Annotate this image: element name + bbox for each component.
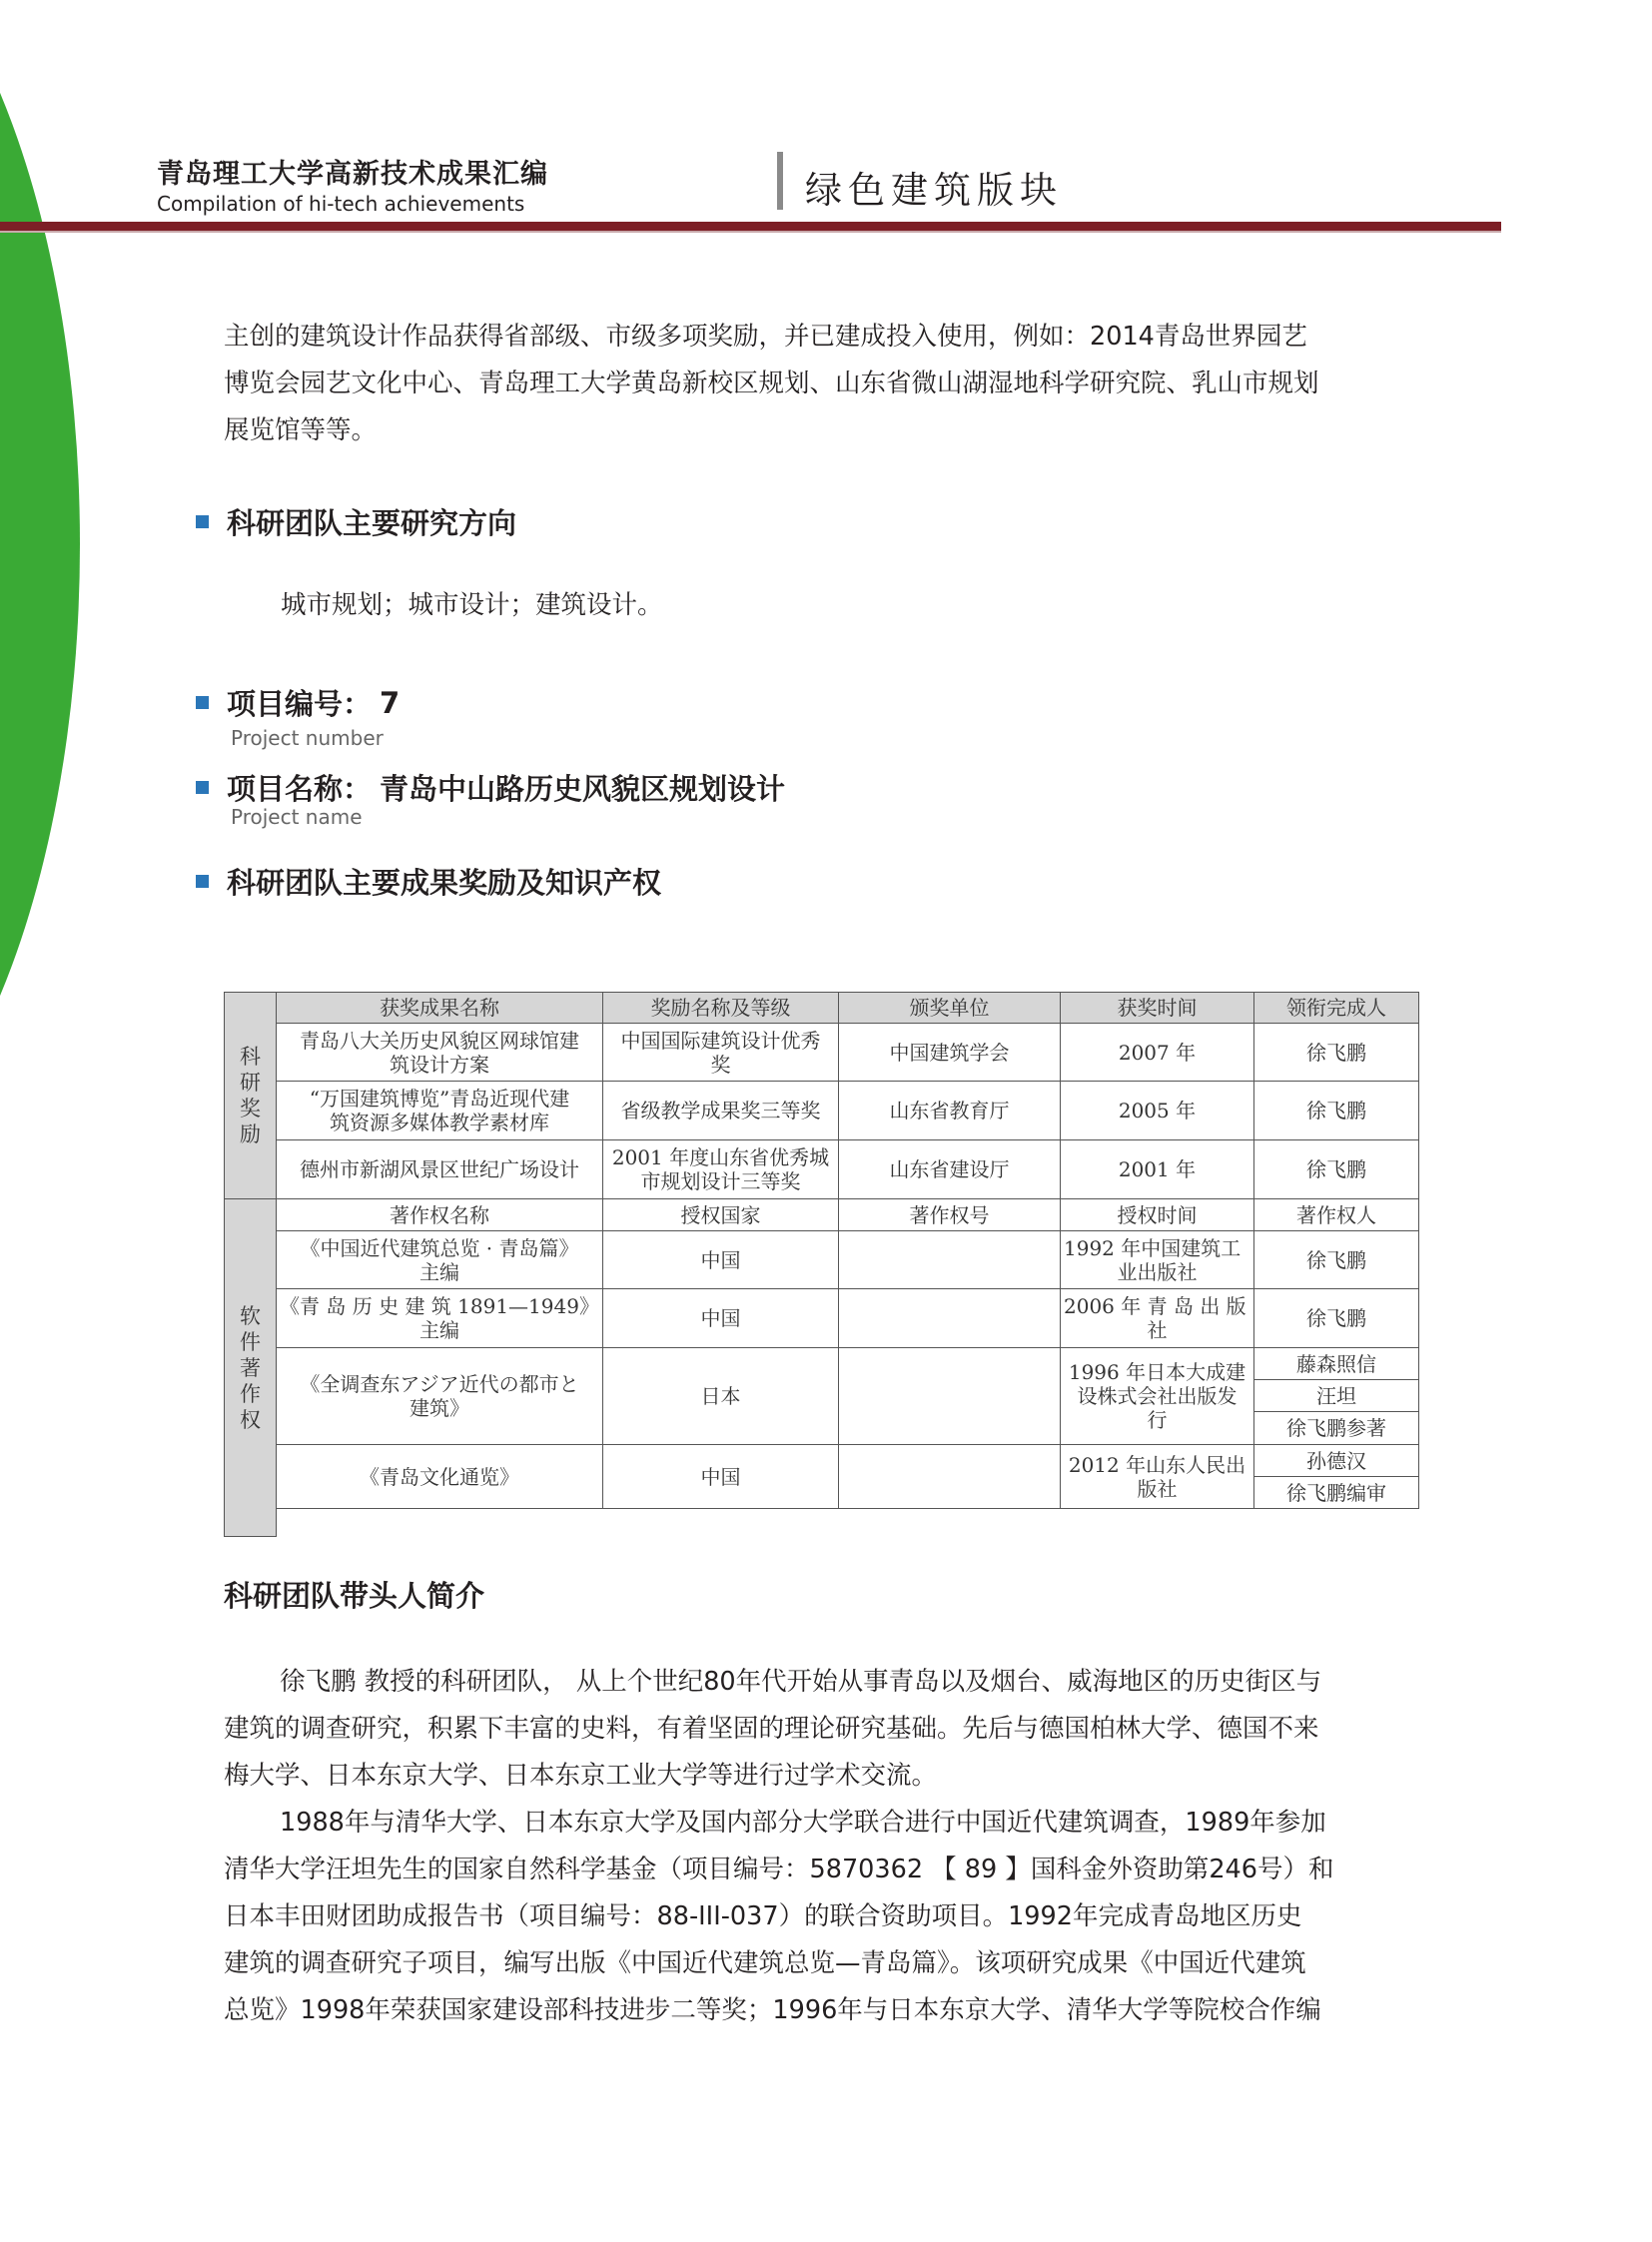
project-number-heading xyxy=(196,682,400,723)
award-org-cell: 山东省建设厅 xyxy=(839,1140,1061,1199)
column-header: 领衔完成人 xyxy=(1254,993,1419,1024)
column-header: 获奖时间 xyxy=(1061,993,1254,1024)
text-line: 展览馆等等。 xyxy=(224,415,378,445)
award-name-cell: 青岛八大关历史风貌区网球馆建 筑设计方案 xyxy=(277,1024,603,1082)
text-line: 总览》1998年荣获国家建设部科技进步二等奖；1996年与日本东京大学、清华大学等院校合作编 xyxy=(224,1995,1321,2025)
copyright-country-cell: 中国 xyxy=(603,1289,839,1348)
side-label-copyright: 软 件 著 作 权 xyxy=(225,1199,277,1537)
leader-heading: 科研团队带头人简介 xyxy=(224,1579,485,1613)
project-name-label: 项目名称： xyxy=(227,772,373,806)
award-org-cell: 中国建筑学会 xyxy=(839,1024,1061,1082)
copyright-time-cell: 1996 年日本大成建 设株式会社出版发 行 xyxy=(1061,1348,1254,1445)
award-time-cell: 2001 年 xyxy=(1061,1140,1254,1199)
copyright-number-cell xyxy=(839,1348,1061,1445)
leader-paragraph xyxy=(224,1659,1418,2034)
header-subtitle: Compilation of hi-tech achievements xyxy=(157,192,525,216)
text-line: 建筑的调查研究，积累下丰富的史料，有着坚固的理论研究基础。先后与德国柏林大学、德国不来 xyxy=(224,1714,1319,1744)
project-name-value: 青岛中山路历史风貌区规划设计 xyxy=(380,772,786,806)
copyright-number-cell xyxy=(839,1289,1061,1348)
project-name-en: Project name xyxy=(231,805,363,829)
table-row xyxy=(225,1289,1419,1348)
bullet-square-icon xyxy=(196,696,209,709)
copyright-name-cell: 《青 岛 历 史 建 筑 1891—1949》 主编 xyxy=(277,1289,603,1348)
award-time-cell: 2007 年 xyxy=(1061,1024,1254,1082)
project-number-value: 7 xyxy=(380,685,401,720)
header-rule xyxy=(0,222,1501,231)
table-row xyxy=(225,1231,1419,1289)
award-title-cell: 省级教学成果奖三等奖 xyxy=(603,1082,839,1140)
bullet-square-icon xyxy=(196,515,209,528)
award-org-cell: 山东省教育厅 xyxy=(839,1082,1061,1140)
green-decoration xyxy=(0,0,80,1208)
bullet-square-icon xyxy=(196,875,209,888)
awards-table xyxy=(224,992,1419,1537)
heading-text: 科研团队主要成果奖励及知识产权 xyxy=(227,866,662,900)
table-row xyxy=(225,1140,1419,1199)
header-divider xyxy=(777,152,783,210)
award-title-cell: 2001 年度山东省优秀城 市规划设计三等奖 xyxy=(603,1140,839,1199)
copyright-holder-cell: 徐飞鹏编审 xyxy=(1254,1477,1419,1509)
copyright-holder-cell: 徐飞鹏 xyxy=(1254,1289,1419,1348)
copyright-time-cell: 2012 年山东人民出 版社 xyxy=(1061,1445,1254,1509)
copyright-country-cell: 日本 xyxy=(603,1348,839,1445)
research-direction-text: 城市规划；城市设计；建筑设计。 xyxy=(281,590,663,620)
copyright-holder-cell: 孙德汉 xyxy=(1254,1445,1419,1477)
table-header-row xyxy=(225,993,1419,1024)
side-label-awards: 科 研 奖 励 xyxy=(225,993,277,1199)
award-name-cell: “万国建筑博览”青岛近现代建 筑资源多媒体教学素材库 xyxy=(277,1082,603,1140)
text-line: 1988年与清华大学、日本东京大学及国内部分大学联合进行中国近代建筑调查，1989年参加 xyxy=(280,1808,1326,1838)
section-title: 绿色建筑版块 xyxy=(805,169,1063,212)
award-lead-cell: 徐飞鹏 xyxy=(1254,1082,1419,1140)
intro-paragraph xyxy=(224,314,1418,454)
copyright-number-cell xyxy=(839,1445,1061,1509)
column-header: 获奖成果名称 xyxy=(277,993,603,1024)
column-header: 著作权名称 xyxy=(277,1199,603,1231)
copyright-name-cell: 《中国近代建筑总览 · 青岛篇》 主编 xyxy=(277,1231,603,1289)
table-row xyxy=(225,1445,1419,1477)
column-header: 著作权人 xyxy=(1254,1199,1419,1231)
copyright-holder-cell: 汪坦 xyxy=(1254,1380,1419,1412)
table-row xyxy=(225,1348,1419,1380)
bullet-square-icon xyxy=(196,781,209,794)
copyright-holder-cell: 藤森照信 xyxy=(1254,1348,1419,1380)
text-line: 徐飞鹏 教授的科研团队， 从上个世纪80年代开始从事青岛以及烟台、威海地区的历史街区与 xyxy=(280,1667,1322,1697)
copyright-name-cell: 《青岛文化通览》 xyxy=(277,1445,603,1509)
column-header: 授权时间 xyxy=(1061,1199,1254,1231)
table-row xyxy=(225,1082,1419,1140)
copyright-name-cell: 《全调查东アジア近代の都市と 建筑》 xyxy=(277,1348,603,1445)
header-rule-shadow xyxy=(0,231,1501,233)
award-name-cell: 德州市新湖风景区世纪广场设计 xyxy=(277,1140,603,1199)
award-title-cell: 中国国际建筑设计优秀 奖 xyxy=(603,1024,839,1082)
column-header: 著作权号 xyxy=(839,1199,1061,1231)
text-line: 博览会园艺文化中心、青岛理工大学黄岛新校区规划、山东省微山湖湿地科学研究院、乳山市规划 xyxy=(224,369,1319,398)
copyright-holder-cell: 徐飞鹏参著 xyxy=(1254,1412,1419,1445)
awards-heading xyxy=(196,861,661,902)
copyright-country-cell: 中国 xyxy=(603,1445,839,1509)
award-lead-cell: 徐飞鹏 xyxy=(1254,1140,1419,1199)
text-line: 梅大学、日本东京大学、日本东京工业大学等进行过学术交流。 xyxy=(224,1761,938,1791)
text-line: 主创的建筑设计作品获得省部级、市级多项奖励，并已建成投入使用，例如：2014青岛世界园艺 xyxy=(224,322,1307,352)
copyright-time-cell: 1992 年中国建筑工 业出版社 xyxy=(1061,1231,1254,1289)
copyright-time-cell: 2006 年 青 岛 出 版 社 xyxy=(1061,1289,1254,1348)
copyright-number-cell xyxy=(839,1231,1061,1289)
column-header: 颁奖单位 xyxy=(839,993,1061,1024)
text-line: 日本丰田财团助成报告书（项目编号：88-III-037）的联合资助项目。1992年完成青岛地区历史 xyxy=(224,1901,1302,1931)
table-row xyxy=(225,1024,1419,1082)
column-header: 授权国家 xyxy=(603,1199,839,1231)
header-title: 青岛理工大学高新技术成果汇编 xyxy=(157,159,548,190)
project-number-label: 项目编号： xyxy=(227,687,373,721)
award-lead-cell: 徐飞鹏 xyxy=(1254,1024,1419,1082)
award-time-cell: 2005 年 xyxy=(1061,1082,1254,1140)
text-line: 清华大学汪坦先生的国家自然科学基金（项目编号：5870362 【 89 】国科金外资助第246号）和 xyxy=(224,1855,1334,1884)
project-number-en: Project number xyxy=(231,726,384,750)
project-name-heading xyxy=(196,767,785,808)
copyright-country-cell: 中国 xyxy=(603,1231,839,1289)
research-direction-heading xyxy=(196,501,516,542)
table-filler-row xyxy=(225,1509,1419,1537)
text-line: 建筑的调查研究子项目，编写出版《中国近代建筑总览—青岛篇》。该项研究成果《中国近代建筑 xyxy=(224,1948,1306,1978)
table-subheader-row xyxy=(225,1199,1419,1231)
column-header: 奖励名称及等级 xyxy=(603,993,839,1024)
heading-text: 科研团队主要研究方向 xyxy=(227,506,517,540)
copyright-holder-cell: 徐飞鹏 xyxy=(1254,1231,1419,1289)
